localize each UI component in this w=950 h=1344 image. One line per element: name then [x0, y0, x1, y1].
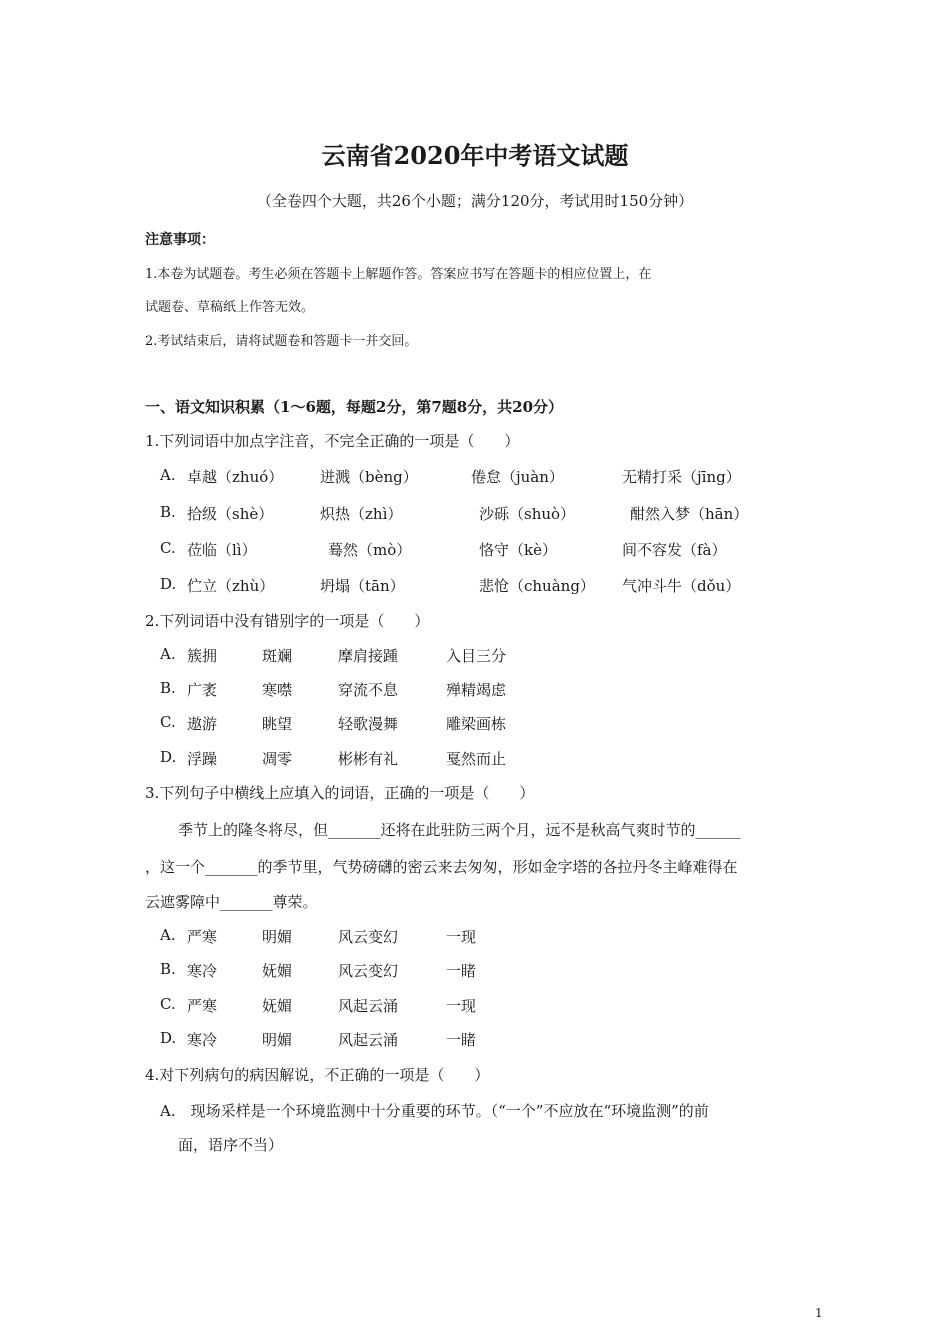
- option-item: 卓越（zhuó）: [187, 468, 284, 486]
- page-number: 1: [815, 1306, 823, 1320]
- question-4-option-a-cont: 面，语序不当）: [178, 1136, 284, 1154]
- option-item: 严寒: [187, 928, 218, 946]
- option-label: D.: [160, 748, 177, 766]
- option-item: 严寒: [187, 997, 218, 1015]
- option-item: 斑斓: [262, 647, 293, 665]
- option-item: 摩肩接踵: [338, 647, 399, 665]
- option-item: 一睹: [446, 962, 477, 980]
- option-item: 坍塌（tān）: [320, 577, 405, 595]
- passage-line-2: ，这一个_______的季节里，气势磅礴的密云来去匆匆，形如金字塔的各拉丹冬主峰难得在: [145, 858, 738, 876]
- option-item: 间不容发（fà）: [622, 541, 727, 559]
- question-4-option-a: A. 现场采样是一个环境监测中十分重要的环节。（“一个”不应放在“环境监测”的前: [160, 1102, 709, 1120]
- option-label: A.: [160, 466, 176, 484]
- option-item: 气冲斗牛（dǒu）: [622, 577, 741, 595]
- option-item: 伫立（zhù）: [187, 577, 275, 595]
- option-label: C.: [160, 995, 176, 1013]
- option-item: 广袤: [187, 681, 218, 699]
- passage-line-1: 季节上的隆冬将尽，但_______还将在此驻防三两个月，远不是秋高气爽时节的______: [178, 821, 741, 839]
- option-item: 悲怆（chuàng）: [479, 577, 595, 595]
- option-item: 风云变幻: [338, 928, 399, 946]
- option-label: B.: [160, 679, 176, 697]
- exam-info: （全卷四个大题，共26个小题；满分120分，考试用时150分钟）: [256, 192, 694, 210]
- option-item: 雕梁画栋: [446, 715, 507, 733]
- option-item: 穿流不息: [338, 681, 399, 699]
- option-item: 一睹: [446, 1031, 477, 1049]
- passage-line-3: 云遮雾障中_______尊荣。: [145, 893, 318, 911]
- option-label: D.: [160, 575, 177, 593]
- section-heading: 一、语文知识积累（1～6题，每题2分，第7题8分，共20分）: [145, 398, 564, 416]
- option-item: 恪守（kè）: [479, 541, 557, 559]
- option-item: 簇拥: [187, 647, 218, 665]
- option-item: 浮躁: [187, 750, 218, 768]
- option-item: 遨游: [187, 715, 218, 733]
- option-item: 蓦然（mò）: [328, 541, 412, 559]
- option-item: 入目三分: [446, 647, 507, 665]
- option-item: 酣然入梦（hān）: [630, 505, 749, 523]
- option-item: 戛然而止: [446, 750, 507, 768]
- option-item: 眺望: [262, 715, 293, 733]
- option-label: B.: [160, 503, 176, 521]
- option-item: 寒冷: [187, 962, 218, 980]
- option-item: 妩媚: [262, 962, 293, 980]
- question-2-stem: 2.下列词语中没有错别字的一项是（ ）: [145, 612, 430, 630]
- option-item: 拾级（shè）: [187, 505, 274, 523]
- note-line-3: 2.考试结束后，请将试题卷和答题卡一并交回。: [145, 334, 418, 349]
- option-item: 风云变幻: [338, 962, 399, 980]
- option-item: 殚精竭虑: [446, 681, 507, 699]
- note-line-2: 试题卷、草稿纸上作答无效。: [145, 300, 315, 315]
- option-label: B.: [160, 960, 176, 978]
- question-3-stem: 3.下列句子中横线上应填入的词语，正确的一项是（ ）: [145, 784, 535, 802]
- option-label: A.: [160, 645, 176, 663]
- page-title: 云南省2020年中考语文试题: [321, 141, 629, 170]
- option-item: 一现: [446, 928, 477, 946]
- option-item: 倦怠（juàn）: [471, 468, 564, 486]
- note-line-1: 1.本卷为试题卷。考生必须在答题卡上解题作答。答案应书写在答题卡的相应位置上，在: [145, 267, 652, 282]
- notes-heading: 注意事项：: [145, 232, 215, 248]
- option-item: 沙砾（shuò）: [479, 505, 576, 523]
- option-label: C.: [160, 713, 176, 731]
- option-item: 轻歌漫舞: [338, 715, 399, 733]
- option-item: 风起云涌: [338, 1031, 399, 1049]
- option-item: 凋零: [262, 750, 293, 768]
- option-item: 无精打采（jīng）: [622, 468, 741, 486]
- option-item: 迸溅（bèng）: [320, 468, 418, 486]
- option-item: 寒冷: [187, 1031, 218, 1049]
- question-4-stem: 4.对下列病句的病因解说，不正确的一项是（ ）: [145, 1066, 490, 1084]
- option-item: 风起云涌: [338, 997, 399, 1015]
- option-item: 彬彬有礼: [338, 750, 399, 768]
- option-item: 莅临（lì）: [187, 541, 257, 559]
- option-item: 寒噤: [262, 681, 293, 699]
- option-label: C.: [160, 539, 176, 557]
- option-label: D.: [160, 1029, 177, 1047]
- option-item: 一现: [446, 997, 477, 1015]
- option-label: A.: [160, 926, 176, 944]
- option-item: 炽热（zhì）: [320, 505, 403, 523]
- question-1-stem: 1.下列词语中加点字注音，不完全正确的一项是（ ）: [145, 432, 520, 450]
- option-item: 明媚: [262, 928, 293, 946]
- option-item: 妩媚: [262, 997, 293, 1015]
- option-item: 明媚: [262, 1031, 293, 1049]
